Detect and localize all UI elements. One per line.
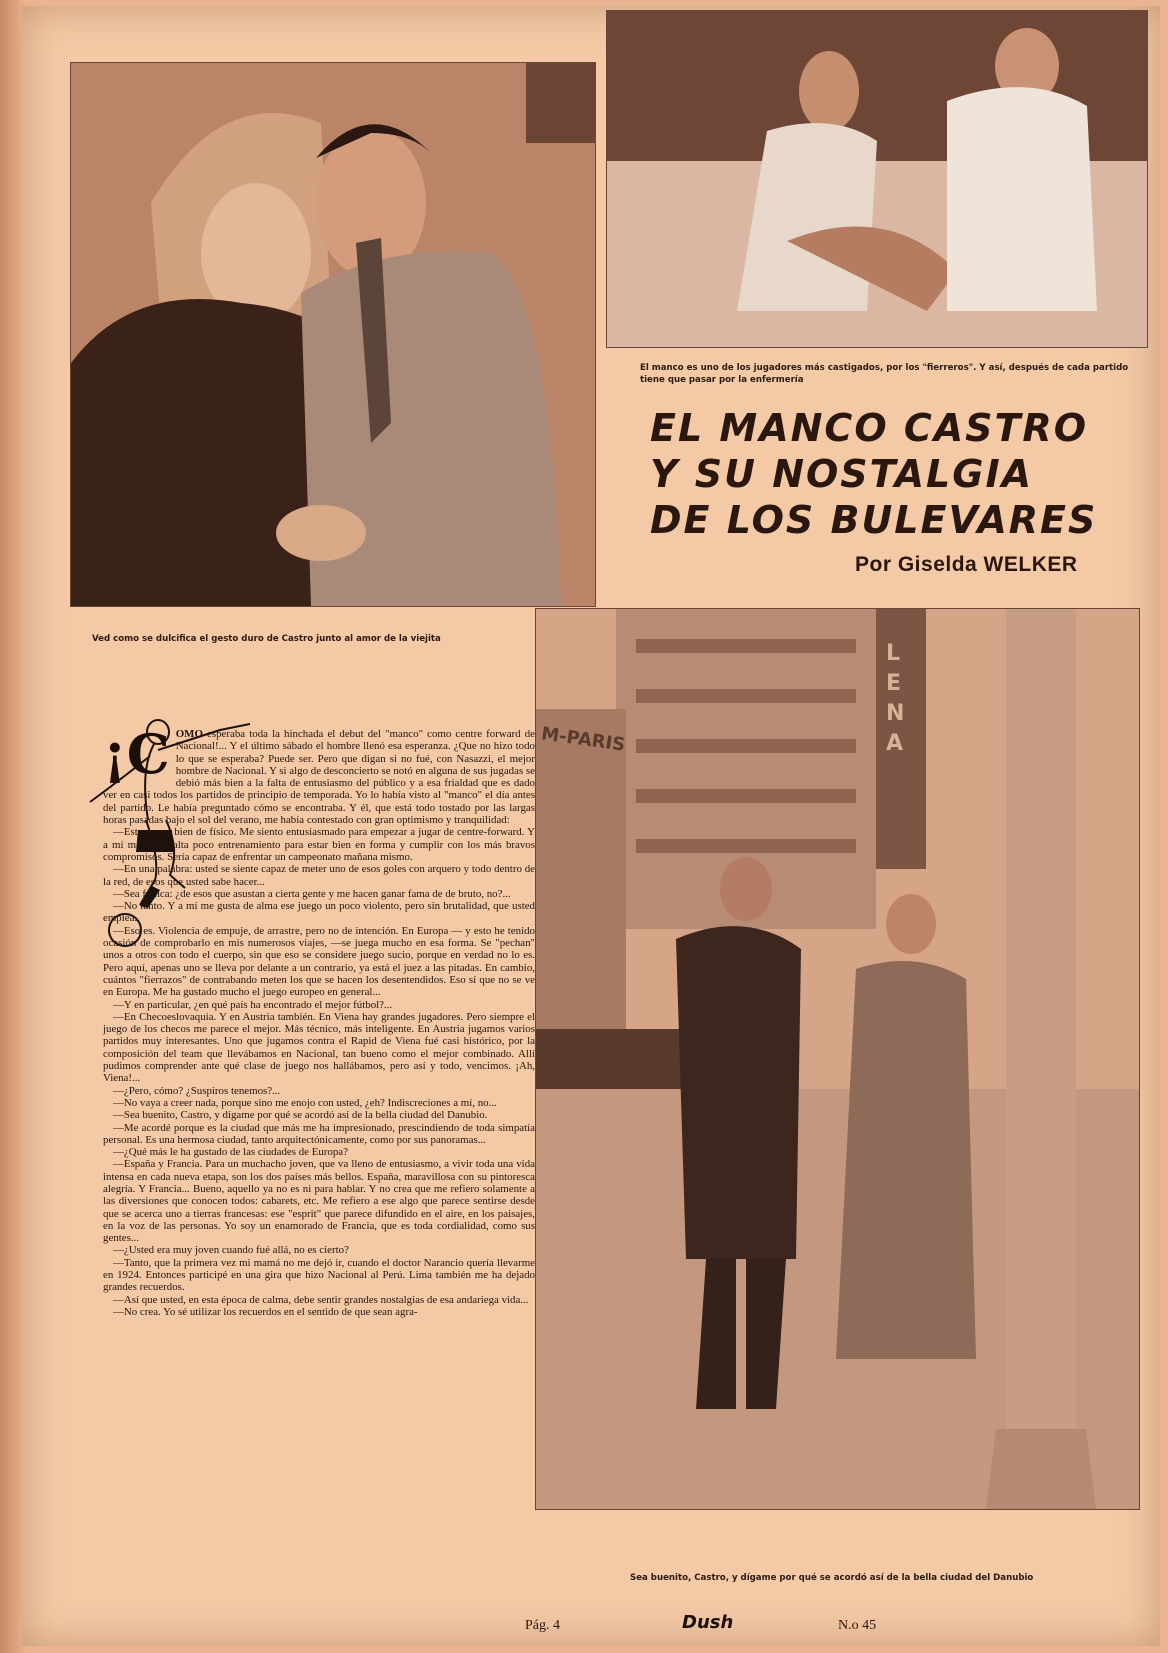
headline-line-3: DE LOS BULEVARES bbox=[650, 498, 1098, 542]
headline-line-1: EL MANCO CASTRO bbox=[650, 406, 1088, 450]
paragraph: —Estoy muy bien de físico. Me siento entusiasmado para empezar a jugar de centre-forward. Y a mí me hace falta poco entrenamiento para estar bien en forma y cumplir con los más bravos compromisos. Sería capaz de enfrentar un campeonato mañana mismo. bbox=[103, 826, 535, 863]
issue-number: N.o 45 bbox=[838, 1618, 877, 1633]
paragraph: —Tanto, que la primera vez mi mamá no me dejó ir, cuando el doctor Narancio quería llevarme en 1924. Entonces participé en una gira que hizo Nacional al Perú. Lima también me ha dejado grandes recuerdos. bbox=[103, 1256, 535, 1294]
paragraph: —Así que usted, en esta época de calma, debe sentir grandes nostalgias de esa andariega vida... bbox=[113, 1293, 529, 1306]
paragraph: —España y Francia. Para un muchacho joven, que va lleno de entusiasmo, a vivir toda una vida intensa en cada nueva etapa, son los dos países más bellos. España, maravillosa con su pintoresca alegría. Y Francia... Bueno, aquello ya no es ni para hablar. Y no crea que me refiero solamente a las diversiones que conocen todos: cabarets, etc. Me refiero a ese algo que parece sentirse desde que se acerca uno a tierras francesas: ese "esprit" que parece difundido en el aire, en los paisajes, en la voz de las personas. Yo soy un enamorado de Francia, que es toda cordialidad, como sus gentes... bbox=[103, 1158, 535, 1245]
article-body bbox=[103, 722, 535, 1318]
caption-infirmary: El manco es uno de los jugadores más castigados, por los "fierreros". Y así, después de cada partido tiene que pasar por la enfermería bbox=[640, 363, 1129, 385]
paragraph: —¿Pero, cómo? ¿Suspiros tenemos?... bbox=[113, 1084, 281, 1097]
paragraph: —En Checoeslovaquia. Y en Austria también. En Viena hay grandes jugadores. Pero siempre el juego de los checos me parece el mejor. Más técnico, más inteligente. En Austria jugamos varios partidos muy interesantes. Uno que jugamos contra el Rapid de Viena fué casi histórico, por la composición del team que llevábamos en Nacional, tan bueno como el mejor combinado. Allí pudimos comprender ante qué clase de juego nos hallábamos, pero así y todo, vencimos. ¡Ah, Viena!... bbox=[103, 1010, 535, 1085]
photo-infirmary bbox=[606, 10, 1148, 348]
headline bbox=[650, 405, 1120, 543]
drop-cap: ¡C bbox=[103, 722, 170, 786]
lead-bold: OMO bbox=[175, 728, 203, 740]
paragraph: —No crea. Yo sé utilizar los recuerdos en el sentido de que sean agra- bbox=[113, 1305, 418, 1318]
byline: Por Giselda WELKER bbox=[855, 553, 1078, 576]
caption-street-scene: Sea buenito, Castro, y dígame por qué se acordó así de la bella ciudad del Danubio bbox=[630, 1573, 1034, 1583]
article-lead bbox=[103, 722, 535, 827]
headline-line-2: Y SU NOSTALGIA bbox=[650, 452, 1034, 496]
sign-paris: M-PARIS bbox=[539, 723, 627, 756]
page-number: Pág. 4 bbox=[525, 1618, 560, 1633]
paragraph: —Eso es. Violencia de empuje, de arrastre, pero no de intención. En Europa — y esto he tenido ocasión de comprobarlo en mis numerosos viajes, —se juega mucho en esa forma. Se "pechan" unos a otros con todo el cuerpo, sin que eso se considere juego sucio, porque en verdad no lo es. Pero aquí, apenas uno se lleva por delante a un contrario, ya está el juez a las pitadas. En cambio, cuántos "fierrazos" de contrabando meten los que se hacen los desentendidos. Eso sí que no se ve en Europa. Me ha gustado mucho el juego europeo en general... bbox=[103, 924, 535, 999]
magazine-logo: Dush bbox=[682, 1612, 734, 1633]
paragraph: —Sea franca: ¿de esos que asustan a cierta gente y me hacen ganar fama de de bruto, no?... bbox=[113, 887, 511, 900]
photo-street-scene bbox=[535, 608, 1140, 1510]
paragraph: —¿Qué más le ha gustado de las ciudades de Europa? bbox=[113, 1146, 348, 1159]
caption-mother: Ved como se dulcifica el gesto duro de Castro junto al amor de la viejita bbox=[92, 634, 441, 644]
paragraph: —En una palabra: usted se siente capaz de meter uno de esos goles con arquero y todo dentro de la red, de esos que usted sabe hacer... bbox=[103, 863, 535, 888]
paragraph: —¿Usted era muy joven cuando fué allá, no es cierto? bbox=[113, 1244, 349, 1257]
paragraph: —No vaya a creer nada, porque sino me enojo con usted, ¿eh? Indiscreciones a mí, no... bbox=[113, 1096, 497, 1109]
paragraph: —Me acordé porque es la ciudad que más me ha impresionado, prescindiendo de toda simpatía personal. Es una hermosa ciudad, tanto arquitectónicamente, como por sus panoramas... bbox=[103, 1121, 535, 1146]
paragraph: —Y en particular, ¿en qué país ha encontrado el mejor fútbol?... bbox=[113, 998, 393, 1011]
paragraph: esperaba toda la hinchada el debut del "manco" como centre forward de Nacional!... Y el último sábado el hombre llenó esa esperanza. ¿Que no hizo todo lo que se esperaba? Puede ser. Pero que digan si no fué, con Nasazzi, el mejor hombre de Nacional. Y si algo de desconcierto se notó en alguna de sus jugadas se debió más bien a la falta de entusiasmo del público y a esa frialdad que es dado ver en casi todos los partidos de principio de temporada. Yo lo había visto al "manco" el día antes del partido. Le había preguntado cómo se encontraba. Y él, que está todo tostado por las largas horas pasadas bajo el sol del verano, me había contestado con gran optimismo y tranquilidad: bbox=[103, 728, 535, 827]
photo-castro-with-mother bbox=[70, 62, 596, 607]
paragraph: —Sea buenito, Castro, y dígame por qué se acordó así de la bella ciudad del Danubio. bbox=[113, 1109, 488, 1122]
paragraph: —No tanto. Y a mí me gusta de alma ese juego un poco violento, pero sin brutalidad, que usted emplea. bbox=[103, 900, 535, 925]
sign-lena: LENA bbox=[886, 641, 905, 756]
